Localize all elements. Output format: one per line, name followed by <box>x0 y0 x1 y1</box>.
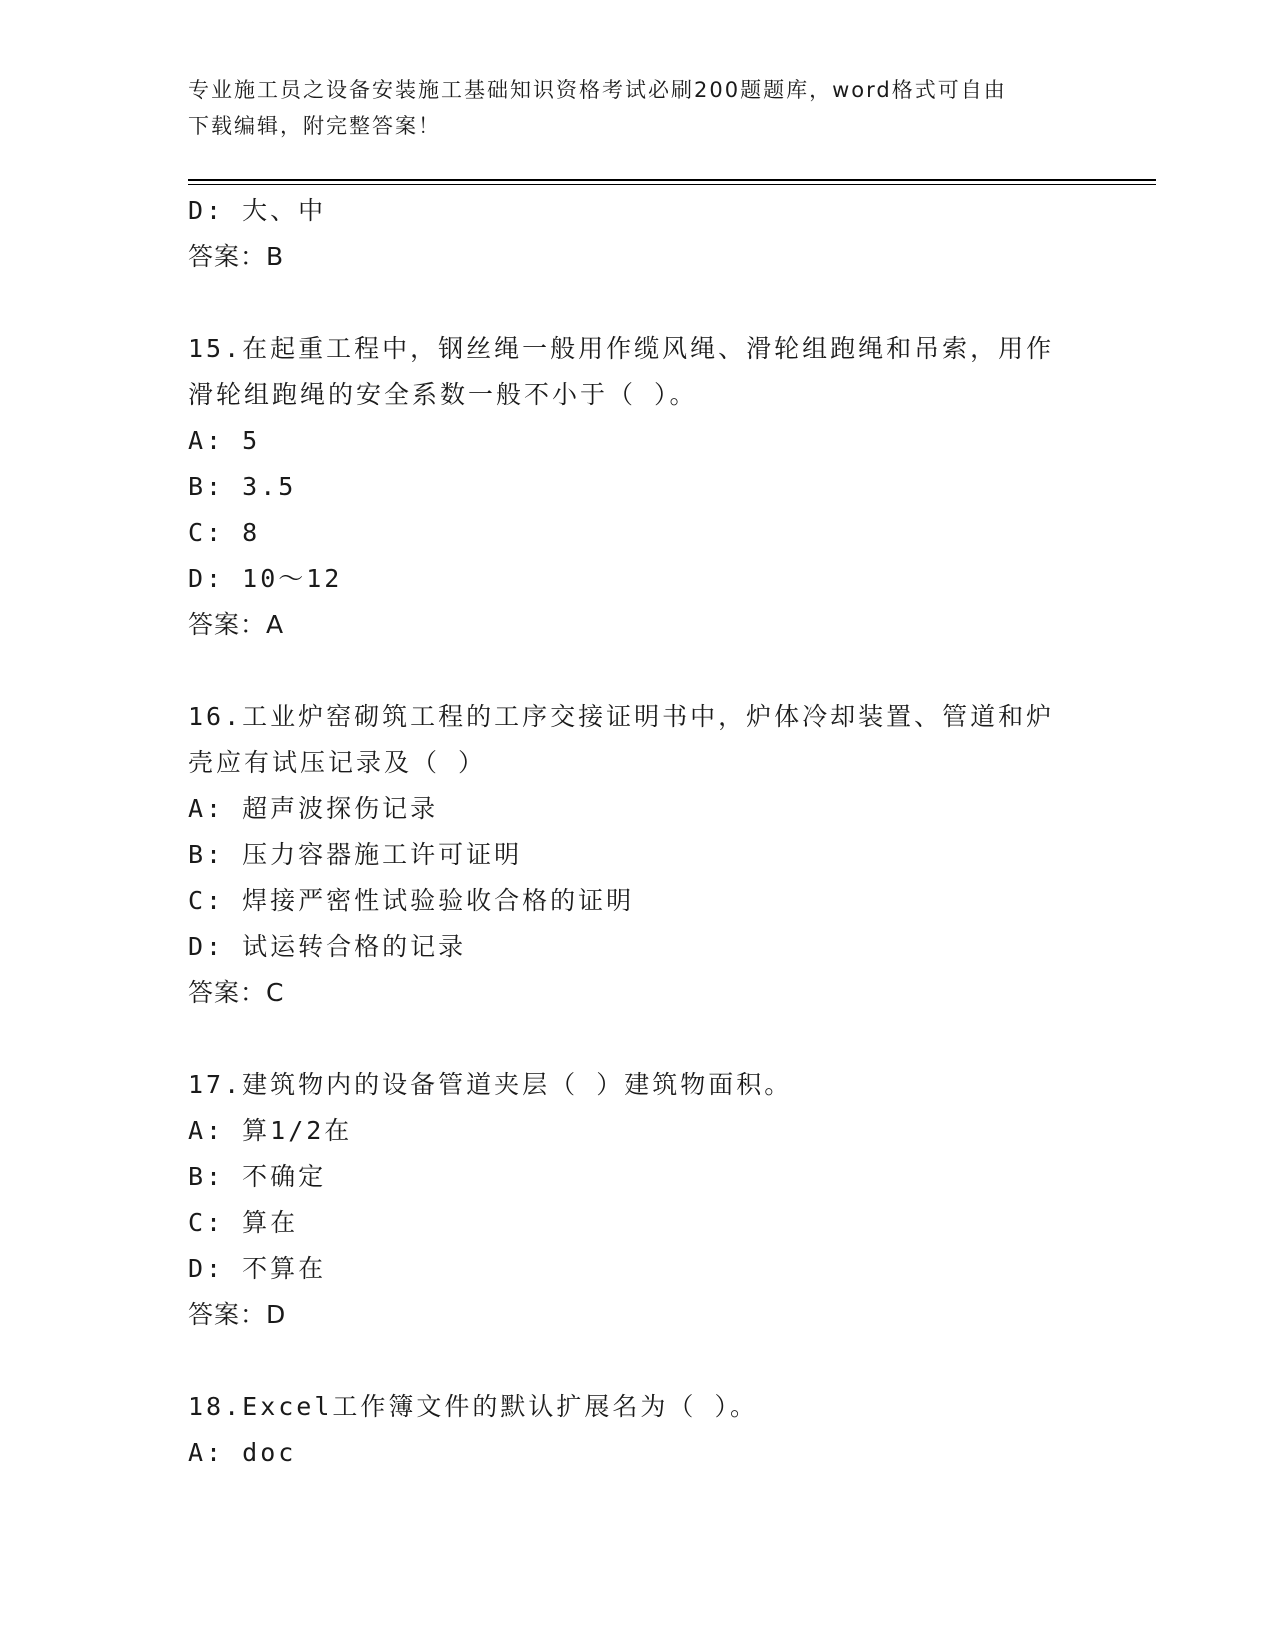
option-a: A: doc <box>188 1438 297 1467</box>
option-c: C: 焊接严密性试验验收合格的证明 <box>188 886 635 915</box>
question-stem: 17.建筑物内的设备管道夹层（ ）建筑物面积。 <box>188 1070 793 1099</box>
option-a: A: 超声波探伤记录 <box>188 794 439 823</box>
header-line-2: 下载编辑，附完整答案！ <box>188 114 441 138</box>
header-divider-thick <box>188 179 1156 181</box>
page-header <box>188 72 1088 144</box>
option-d: D: 试运转合格的记录 <box>188 932 467 961</box>
question-list <box>188 188 1108 1476</box>
option-d: D: 大、中 <box>188 196 327 225</box>
option-a: A: 5 <box>188 426 261 455</box>
spacer <box>188 280 1108 326</box>
option-c: C: 8 <box>188 518 261 547</box>
option-d: D: 不算在 <box>188 1254 327 1283</box>
option-b: B: 3.5 <box>188 472 297 501</box>
spacer <box>188 1338 1108 1384</box>
question-stem: 滑轮组跑绳的安全系数一般不小于（ ）。 <box>188 380 698 409</box>
answer-line: 答案：D <box>188 1300 287 1329</box>
question-16 <box>188 694 1108 1016</box>
answer-line: 答案：A <box>188 610 285 639</box>
spacer <box>188 648 1108 694</box>
question-17 <box>188 1062 1108 1338</box>
option-c: C: 算在 <box>188 1208 299 1237</box>
header-line-1: 专业施工员之设备安装施工基础知识资格考试必刷200题题库，word格式可自由 <box>188 78 1007 102</box>
question-stem: 15.在起重工程中，钢丝绳一般用作缆风绳、滑轮组跑绳和吊索，用作 <box>188 334 1055 363</box>
question-stem: 18.Excel工作簿文件的默认扩展名为（ ）。 <box>188 1392 758 1421</box>
question-15 <box>188 326 1108 648</box>
question-stem: 16.工业炉窑砌筑工程的工序交接证明书中，炉体冷却装置、管道和炉 <box>188 702 1055 731</box>
option-d: D: 10～12 <box>188 564 343 593</box>
option-b: B: 不确定 <box>188 1162 327 1191</box>
question-18 <box>188 1384 1108 1476</box>
option-b: B: 压力容器施工许可证明 <box>188 840 523 869</box>
spacer <box>188 1016 1108 1062</box>
answer-line: 答案：C <box>188 978 285 1007</box>
answer-line: 答案：B <box>188 242 285 271</box>
option-a: A: 算1/2在 <box>188 1116 353 1145</box>
question-stem: 壳应有试压记录及（ ） <box>188 748 487 777</box>
header-divider-thin <box>188 184 1156 185</box>
